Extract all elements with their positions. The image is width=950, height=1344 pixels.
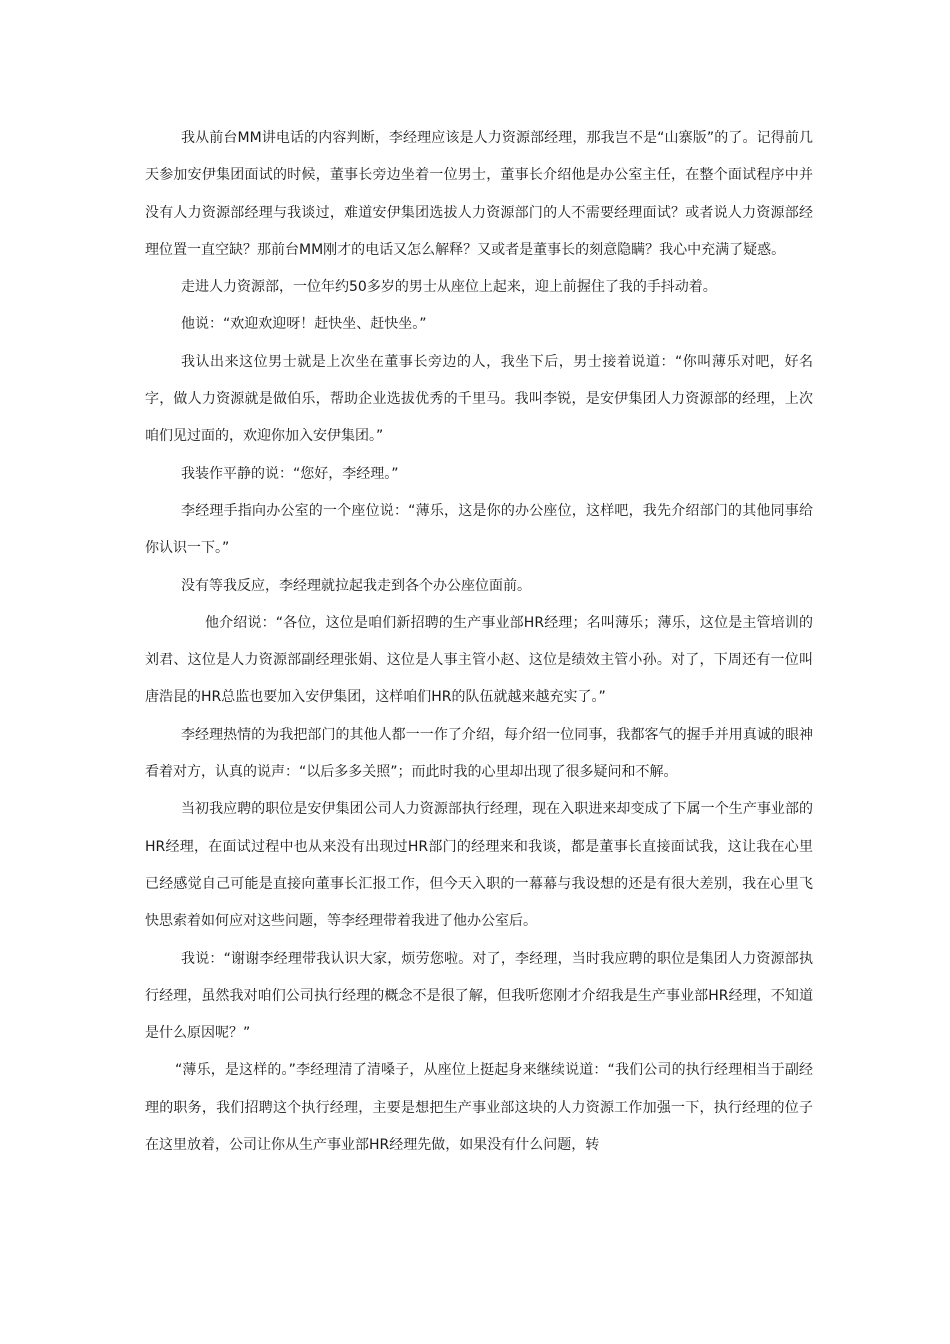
paragraph-3: 他说：“欢迎欢迎呀！赶快坐、赶快坐。” bbox=[181, 316, 427, 333]
paragraph-12: “薄乐，是这样的。”李经理清了清嗓子，从座位上挺起身来继续说道：“我们公司的执行经理相当于副经理的职务，我们招聘这个执行经理，主要是想把生产事业部这块的人力资源工作加强一下，执行经理的位子在这里放着，公司让你从生产事业部HR经理先做，如果没有什么问题，转 bbox=[145, 1062, 813, 1154]
paragraph-7: 没有等我反应，李经理就拉起我走到各个办公座位面前。 bbox=[181, 577, 531, 594]
paragraph-6: 李经理手指向办公室的一个座位说：“薄乐，这是你的办公座位，这样吧，我先介绍部门的其他同事给你认识一下。” bbox=[145, 502, 813, 557]
paragraph-4: 我认出来这位男士就是上次坐在董事长旁边的人，我坐下后，男士接着说道：“你叫薄乐对吧，好名字，做人力资源就是做伯乐，帮助企业选拔优秀的千里马。我叫李锐，是安伊集团人力资源部的经理，上次咱们见过面的，欢迎你加入安伊集团。” bbox=[145, 353, 813, 445]
paragraph-2: 走进人力资源部，一位年约50多岁的男士从座位上起来，迎上前握住了我的手抖动着。 bbox=[181, 279, 717, 296]
paragraph-10: 当初我应聘的职位是安伊集团公司人力资源部执行经理，现在入职进来却变成了下属一个生产事业部的HR经理，在面试过程中也从来没有出现过HR部门的经理来和我谈，都是董事长直接面试我，这让我在心里已经感觉自己可能是直接向董事长汇报工作，但今天入职的一幕幕与我设想的还是有很大差别，我在心里飞快思索着如何应对这些问题，等李经理带着我进了他办公室后。 bbox=[145, 801, 813, 930]
paragraph-8: 他介绍说：“各位，这位是咱们新招聘的生产事业部HR经理；名叫薄乐；薄乐，这位是主管培训的刘君、这位是人力资源部副经理张娟、这位是人事主管小赵、这位是绩效主管小孙。对了，下周还有一位叫唐浩昆的HR总监也要加入安伊集团，这样咱们HR的队伍就越来越充实了。” bbox=[145, 614, 813, 706]
paragraph-11: 我说：“谢谢李经理带我认识大家，烦劳您啦。对了，李经理，当时我应聘的职位是集团人力资源部执行经理，虽然我对咱们公司执行经理的概念不是很了解，但我听您刚才介绍我是生产事业部HR经理，不知道是什么原因呢？” bbox=[145, 950, 813, 1042]
paragraph-5: 我装作平静的说：“您好，李经理。” bbox=[181, 465, 399, 482]
document-body bbox=[145, 120, 813, 1164]
paragraph-1: 我从前台MM讲电话的内容判断，李经理应该是人力资源部经理，那我岂不是“山寨版”的了。记得前几天参加安伊集团面试的时候，董事长旁边坐着一位男士，董事长介绍他是办公室主任，在整个面试程序中并没有人力资源部经理与我谈过，难道安伊集团选拔人力资源部门的人不需要经理面试？或者说人力资源部经理位置一直空缺？那前台MM刚才的电话又怎么解释？又或者是董事长的刻意隐瞒？我心中充满了疑惑。 bbox=[145, 130, 813, 258]
paragraph-9: 李经理热情的为我把部门的其他人都一一作了介绍，每介绍一位同事，我都客气的握手并用真诚的眼神看着对方，认真的说声：“以后多多关照”；而此时我的心里却出现了很多疑问和不解。 bbox=[145, 726, 813, 781]
